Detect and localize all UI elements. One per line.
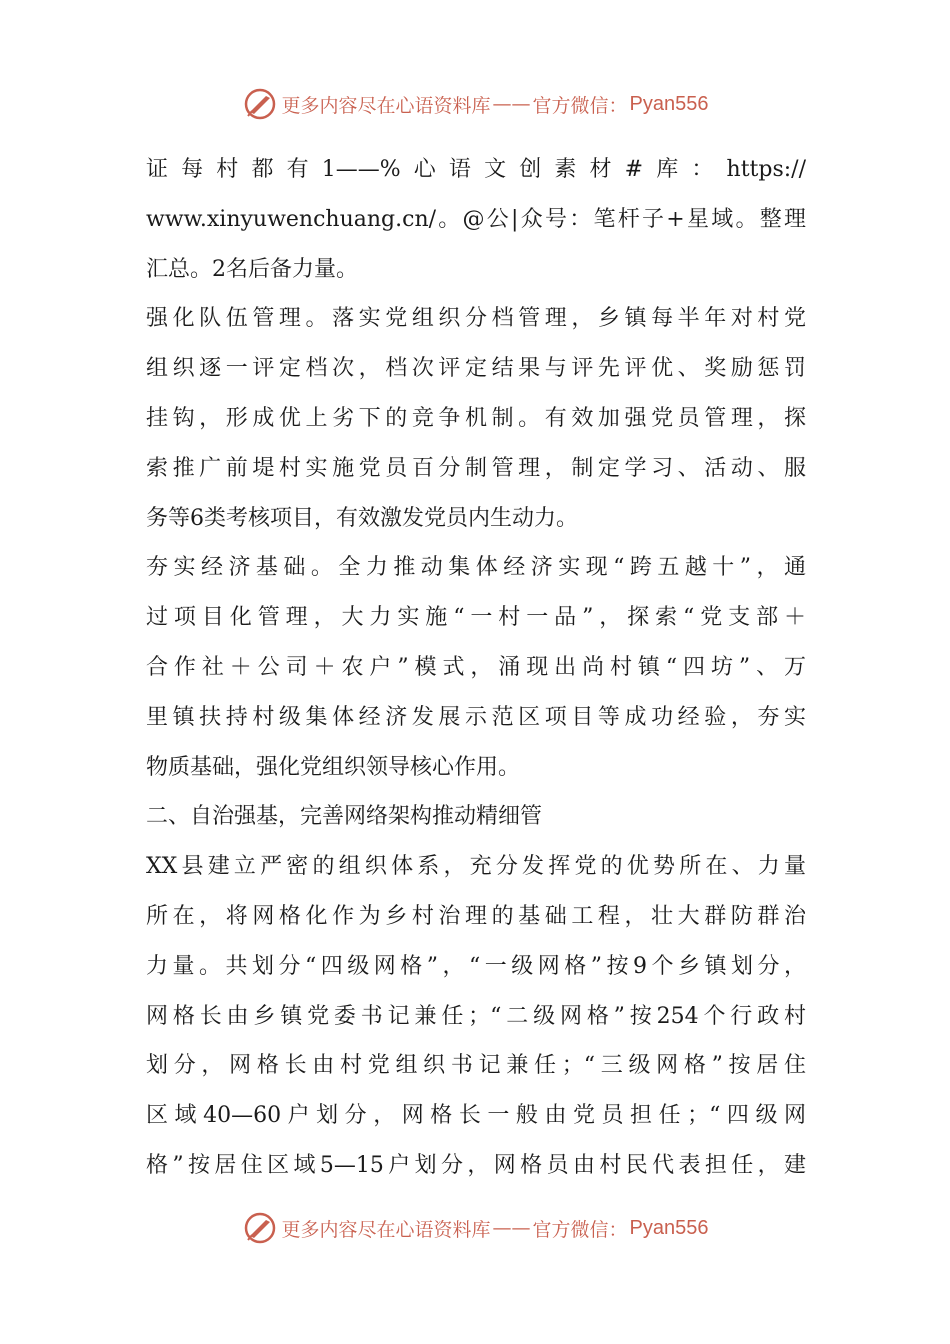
pen-seal-icon — [242, 86, 278, 122]
body-line: 里镇扶持村级集体经济发展示范区项目等成功经验，夯实 — [146, 704, 806, 730]
body-line: 区域40—60户划分，网格长一般由党员担任；“四级网 — [146, 1103, 806, 1129]
body-line: 组织逐一评定档次，档次评定结果与评先评优、奖励惩罚 — [146, 356, 806, 382]
body-line: 格”按居住区域5—15户划分，网格员由村民代表担任，建 — [146, 1152, 806, 1178]
watermark-tail: 官方微信： — [532, 1218, 628, 1241]
document-body — [146, 145, 806, 1191]
pen-seal-icon — [242, 1210, 278, 1246]
body-line: XX县建立严密的组织体系，充分发挥党的优势所在、力量 — [146, 854, 806, 880]
watermark-wechat-id: Pyan556 — [629, 1216, 709, 1239]
body-line: 索推广前堤村实施党员百分制管理，制定学习、活动、服 — [146, 455, 806, 481]
body-line: 强化队伍管理。落实党组织分档管理，乡镇每半年对村党 — [146, 306, 806, 332]
body-line: 务等6类考核项目，有效激发党员内生动力。 — [146, 505, 578, 531]
body-line: 挂钩，形成优上劣下的竞争机制。有效加强党员管理，探 — [146, 405, 806, 431]
footer-watermark — [0, 1208, 950, 1248]
section-heading: 二、自治强基，完善网络架构推动精细管 — [146, 804, 543, 830]
watermark-tail: 官方微信： — [532, 94, 628, 117]
body-line: 夯实经济基础。全力推动集体经济实现“跨五越十”，通 — [146, 555, 806, 581]
body-line: 划分，网格长由村党组织书记兼任；“三级网格”按居住 — [146, 1053, 806, 1079]
body-line: 过项目化管理，大力实施“一村一品”，探索“党支部＋ — [146, 605, 806, 631]
body-line: 物质基础，强化党组织领导核心作用。 — [146, 754, 521, 780]
body-line: www.xinyuwenchuang.cn/。@公|众号：笔杆子+星域。整理 — [146, 206, 806, 232]
watermark-wechat-id: Pyan556 — [629, 92, 709, 115]
header-watermark — [0, 84, 950, 124]
watermark-lead: 更多内容尽在心语资料库 — [281, 1218, 491, 1241]
watermark-lead: 更多内容尽在心语资料库 — [281, 94, 491, 117]
body-line: 汇总。2名后备力量。 — [146, 256, 358, 282]
body-line: 合作社＋公司＋农户”模式，涌现出尚村镇“四坊”、万 — [146, 654, 806, 680]
body-line: 网格长由乡镇党委书记兼任；“二级网格”按254个行政村 — [146, 1003, 806, 1029]
body-line: 所在，将网格化作为乡村治理的基础工程，壮大群防群治 — [146, 903, 806, 929]
body-line: 证每村都有1——%心语文创素材#库：https:// — [146, 157, 806, 182]
watermark-separator: —— — [492, 93, 531, 115]
watermark-separator: —— — [492, 1217, 531, 1239]
body-line: 力量。共划分“四级网格”，“一级网格”按9个乡镇划分， — [146, 953, 806, 979]
